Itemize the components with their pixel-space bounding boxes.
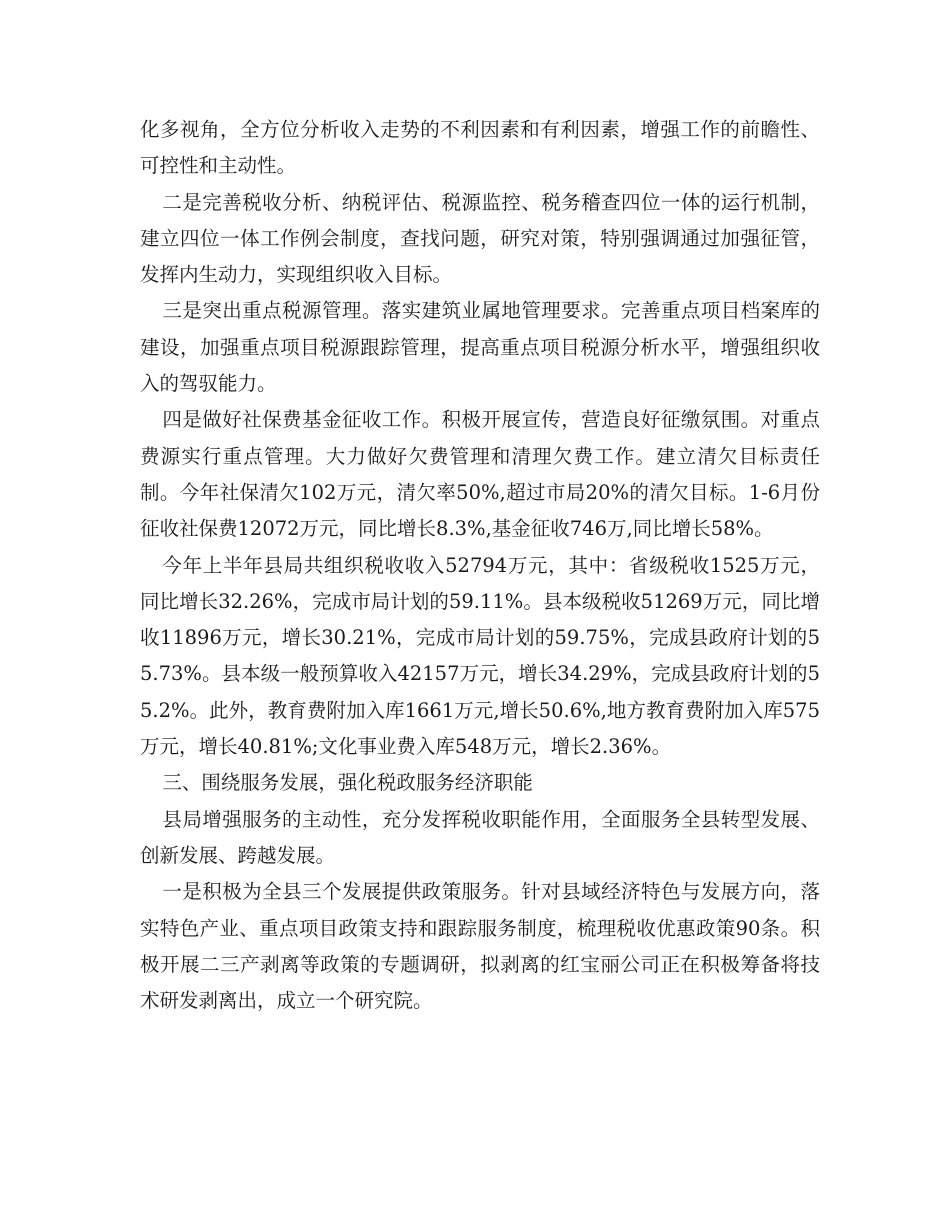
section-heading-three: 三、围绕服务发展，强化税政服务经济职能 — [162, 771, 533, 795]
paragraph-service-intro: 县局增强服务的主动性，充分发挥税收职能作用，全面服务全县转型发展、创新发展、跨越发展。 — [140, 807, 820, 867]
paragraph-continued-analysis: 化多视角，全方位分析收入走势的不利因素和有利因素，增强工作的前瞻性、可控性和主动性。 — [140, 118, 820, 178]
paragraph-policy-service: 一是积极为全县三个发展提供政策服务。针对县域经济特色与发展方向，落实特色产业、重点项目政策支持和跟踪服务制度，梳理税收优惠政策90条。积极开展二三产剥离等政策的专题调研，拟剥离的红宝丽公司正在积极筹备将技术研发剥离出，成立一个研究院。 — [140, 880, 820, 1013]
paragraph-point-three: 三是突出重点税源管理。落实建筑业属地管理要求。完善重点项目档案库的建设，加强重点项目税源跟踪管理，提高重点项目税源分析水平，增强组织收入的驾驭能力。 — [140, 299, 820, 396]
paragraph-point-four: 四是做好社保费基金征收工作。积极开展宣传，营造良好征缴氛围。对重点费源实行重点管理。大力做好欠费管理和清理欠费工作。建立清欠目标责任制。今年社保清欠102万元，清欠率50%,超过市局20%的清欠目标。1-6月份征收社保费12072万元，同比增长8.3%,基金征收746万,同比增长58%。 — [140, 408, 820, 541]
paragraph-half-year-revenue: 今年上半年县局共组织税收收入52794万元，其中：省级税收1525万元，同比增长32.26%，完成市局计划的59.11%。县本级税收51269万元，同比增收11896万元，增长30.21%，完成市局计划的59.75%，完成县政府计划的55.73%。县本级一般预算收入42157万元，增长34.29%，完成县政府计划的55.2%。此外，教育费附加入库1661万元,增长50.6%,地方教育费附加入库575万元，增长40.81%;文化事业费入库548万元，增长2.36%。 — [140, 553, 820, 759]
paragraph-point-two: 二是完善税收分析、纳税评估、税源监控、税务稽查四位一体的运行机制，建立四位一体工作例会制度，查找问题，研究对策，特别强调通过加强征管，发挥内生动力，实现组织收入目标。 — [140, 190, 820, 287]
document-page — [140, 112, 820, 1019]
